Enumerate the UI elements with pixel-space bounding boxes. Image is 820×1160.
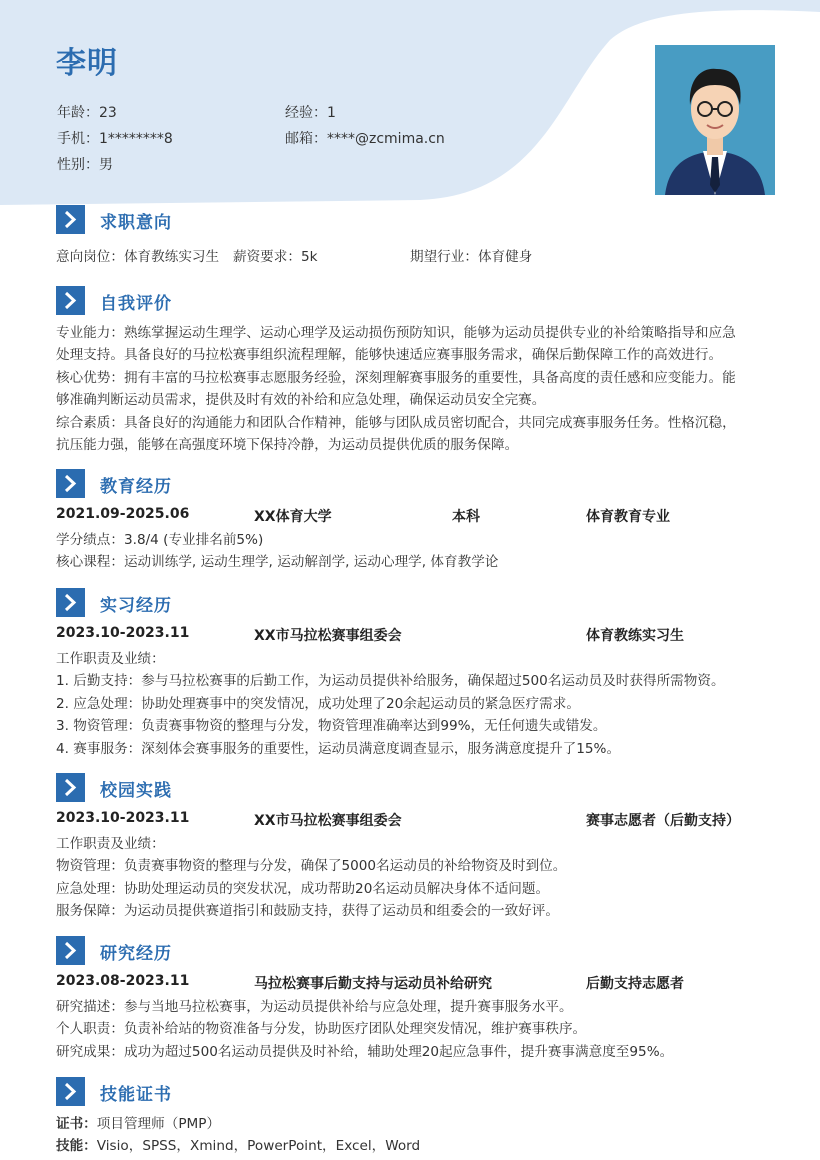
- chevron-right-icon: [56, 936, 85, 965]
- section-title: 实习经历: [100, 596, 172, 616]
- chevron-right-icon: [56, 773, 85, 802]
- internship-role: 体育教练实习生: [586, 628, 684, 644]
- self-eval-line: 处理支持。具备良好的马拉松赛事组织流程理解，能够快速适应赛事服务需求，确保后勤保障工作的高效进行。: [56, 347, 723, 364]
- cert-value: 项目管理师（PMP）: [96, 1116, 221, 1132]
- chevron-right-icon: [56, 286, 85, 315]
- section-title: 研究经历: [100, 944, 172, 964]
- courses-line: 核心课程：运动训练学, 运动生理学, 运动解剖学, 运动心理学, 体育教学论: [56, 554, 499, 571]
- gpa-line: 学分绩点：3.8/4 (专业排名前5%): [56, 532, 264, 548]
- self-eval-line: 综合素质：具备良好的沟通能力和团队合作精神，能够与团队成员密切配合，共同完成赛事服务任务。性格沉稳，: [56, 414, 736, 431]
- internship-org: XX市马拉松赛事组委会: [254, 628, 402, 644]
- candidate-name: 李明: [56, 46, 118, 81]
- salary-expectation: 薪资要求：5k: [233, 249, 318, 265]
- campus-date: 2023.10-2023.11: [56, 810, 190, 826]
- self-eval-line: 核心优势：拥有丰富的马拉松赛事志愿服务经验，深刻理解赛事服务的重要性，具备高度的责任感和应变能力。能: [56, 369, 736, 386]
- section-title: 求职意向: [100, 213, 172, 233]
- age-field: 年龄：23: [57, 105, 117, 121]
- cert-label: 证书：: [56, 1116, 97, 1132]
- self-eval-line: 抗压能力强，能够在高强度环境下保持冷静，为运动员提供优质的服务保障。: [56, 437, 519, 454]
- campus-line: 服务保障：为运动员提供赛道指引和鼓励支持，获得了运动员和组委会的一致好评。: [56, 903, 559, 920]
- self-eval-line: 专业能力：熟练掌握运动生理学、运动心理学及运动损伤预防知识，能够为运动员提供专业的补给策略指导和应急: [56, 325, 736, 341]
- school-name: XX体育大学: [254, 509, 332, 525]
- section-title: 校园实践: [100, 781, 172, 801]
- section-research: [56, 934, 766, 1063]
- profile-photo: [655, 45, 775, 195]
- campus-line: 工作职责及业绩：: [56, 836, 165, 852]
- research-role: 后勤支持志愿者: [586, 976, 684, 992]
- email-field: 邮箱：****@zcmima.cn: [285, 131, 445, 147]
- experience-field: 经验：1: [285, 105, 336, 121]
- section-self-evaluation: [56, 284, 766, 456]
- internship-date: 2023.10-2023.11: [56, 625, 190, 641]
- internship-line: 工作职责及业绩：: [56, 651, 165, 667]
- phone-field: 手机：1********8: [57, 131, 173, 147]
- gender-field: 性别：男: [57, 157, 113, 173]
- section-internship: [56, 586, 766, 760]
- campus-line: 应急处理：协助处理运动员的突发状况，成功帮助20名运动员解决身体不适问题。: [56, 880, 550, 897]
- expected-industry: 期望行业：体育健身: [410, 249, 533, 265]
- intended-position: 意向岗位：体育教练实习生: [56, 249, 220, 265]
- internship-line: 4. 赛事服务：深刻体会赛事服务的重要性，运动员满意度调查显示，服务满意度提升了15%。: [56, 740, 621, 757]
- chevron-right-icon: [56, 588, 85, 617]
- section-title: 技能证书: [100, 1085, 172, 1105]
- section-title: 教育经历: [100, 477, 172, 497]
- major: 体育教育专业: [586, 509, 670, 525]
- section-skills: [56, 1075, 766, 1158]
- internship-line: 1. 后勤支持：参与马拉松赛事的后勤工作，为运动员提供补给服务，确保超过500名运动员及时获得所需物资。: [56, 673, 725, 690]
- research-line: 研究成果：成功为超过500名运动员提供及时补给，辅助处理20起应急事件，提升赛事满意度至95%。: [56, 1043, 674, 1060]
- campus-line: 物资管理：负责赛事物资的整理与分发，确保了5000名运动员的补给物资及时到位。: [56, 858, 567, 875]
- research-line: 个人职责：负责补给站的物资准备与分发，协助医疗团队处理突发情况，维护赛事秩序。: [56, 1021, 587, 1038]
- self-eval-line: 够准确判断运动员需求，提供及时有效的补给和应急处理，确保运动员安全完赛。: [56, 392, 546, 409]
- campus-role: 赛事志愿者（后勤支持）: [586, 813, 740, 829]
- skill-label: 技能：: [56, 1138, 97, 1155]
- chevron-right-icon: [56, 1077, 85, 1106]
- research-date: 2023.08-2023.11: [56, 973, 190, 989]
- section-title: 自我评价: [100, 294, 172, 314]
- campus-org: XX市马拉松赛事组委会: [254, 813, 402, 829]
- section-campus: [56, 771, 766, 923]
- research-line: 研究描述：参与当地马拉松赛事，为运动员提供补给与应急处理，提升赛事服务水平。: [56, 999, 573, 1015]
- degree: 本科: [452, 509, 480, 525]
- internship-line: 3. 物资管理：负责赛事物资的整理与分发，物资管理准确率达到99%，无任何遗失或错发。: [56, 718, 607, 735]
- chevron-right-icon: [56, 469, 85, 498]
- research-project: 马拉松赛事后勤支持与运动员补给研究: [254, 976, 492, 992]
- section-education: [56, 467, 766, 574]
- chevron-right-icon: [56, 205, 85, 234]
- skill-value: Visio，SPSS，Xmind，PowerPoint，Excel，Word: [96, 1138, 421, 1155]
- education-date: 2021.09-2025.06: [56, 506, 190, 522]
- section-intention: [56, 203, 766, 268]
- internship-line: 2. 应急处理：协助处理赛事中的突发情况，成功处理了20余起运动员的紧急医疗需求。: [56, 695, 580, 712]
